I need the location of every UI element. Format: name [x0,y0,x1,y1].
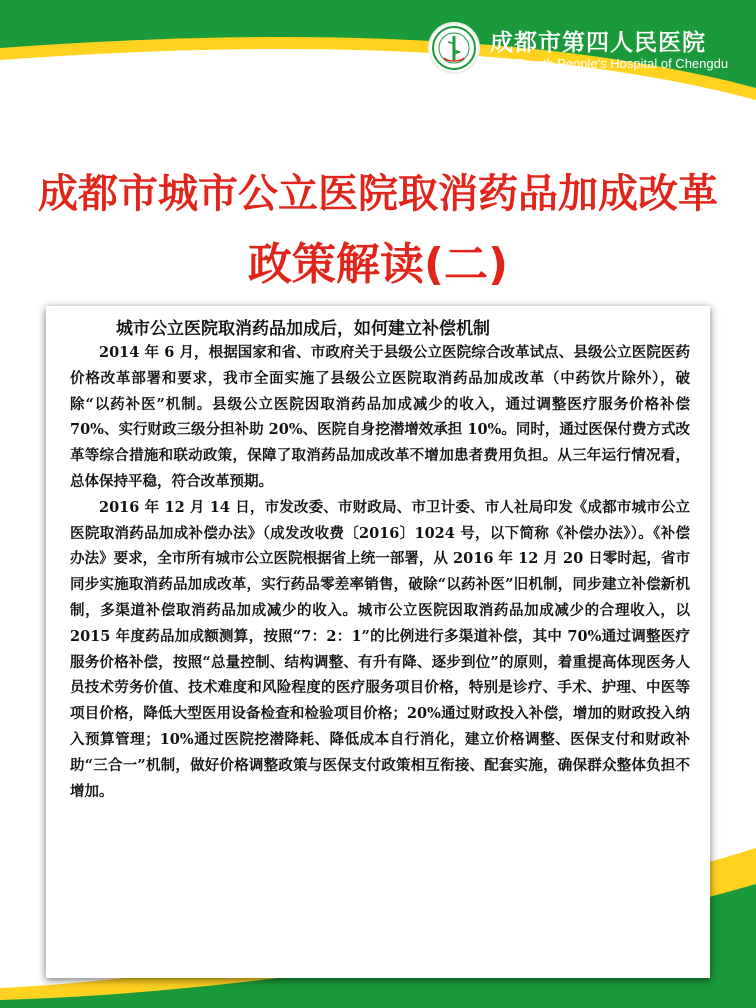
page-title-line1: 成都市城市公立医院取消药品加成改革 [38,171,718,217]
hospital-name: 成都市第四人民医院 [490,30,706,56]
article-body [70,340,690,804]
hospital-logo [428,22,480,74]
page-title-line2: 政策解读(二) [247,239,509,290]
article-panel [46,306,710,978]
article-paragraph: 2016 年 12 月 14 日，市发改委、市财政局、市卫计委、市人社局印发《成都市城市公立医院取消药品加成补偿办法》（成发改收费〔2016〕1024 号，以下简称《补偿办法》）。《补偿办法》要求，全市所有城市公立医院根据省上统一部署，从 2016 年 12 月 20 日零时起，省市同步实施取消药品加成改革，实行药品零差率销售，破除“以药补医”旧机制，同步建立补偿新机制，多渠道补偿取消药品加成减少的收入。城市公立医院因取消药品加成减少的合理收入，以 2015 年度药品加成额测算，按照“7：2：1”的比例进行多渠道补偿，其中 70%通过调整医疗服务价格补偿，按照“总量控制、结构调整、有升有降、逐步到位”的原则，着重提高体现医务人员技术劳务价值、技术难度和风险程度的医疗服务项目价格，特别是诊疗、手术、护理、中医等项目价格，降低大型医用设备检查和检验项目价格；20%通过财政投入补偿，增加的财政投入纳入预算管理；10%通过医院挖潜降耗、降低成本自行消化，建立价格调整、医保支付和财政补助“三合一”机制，做好价格调整政策与医保支付政策相互衔接、配套实施，确保群众整体负担不增加。 [70,498,690,800]
article-paragraph: 2014 年 6 月，根据国家和省、市政府关于县级公立医院综合改革试点、县级公立医院医药价格改革部署和要求，我市全面实施了县级公立医院取消药品加成改革（中药饮片除外），破除“以药补医”机制。县级公立医院因取消药品加成减少的收入，通过调整医疗服务价格补偿 70%、实行财政三级分担补助 20%、医院自身挖潜增效承担 10%。同时，通过医保付费方式改革等综合措施和联动政策，保障了取消药品加成改革不增加患者费用负担。从三年运行情况看，总体保持平稳，符合改革预期。 [70,344,690,490]
hospital-name-english: The Fourth People's Hospital of Chengdu [490,56,729,71]
hospital-emblem-icon [430,24,478,72]
article-heading: 城市公立医院取消药品加成后，如何建立补偿机制 [116,319,490,339]
